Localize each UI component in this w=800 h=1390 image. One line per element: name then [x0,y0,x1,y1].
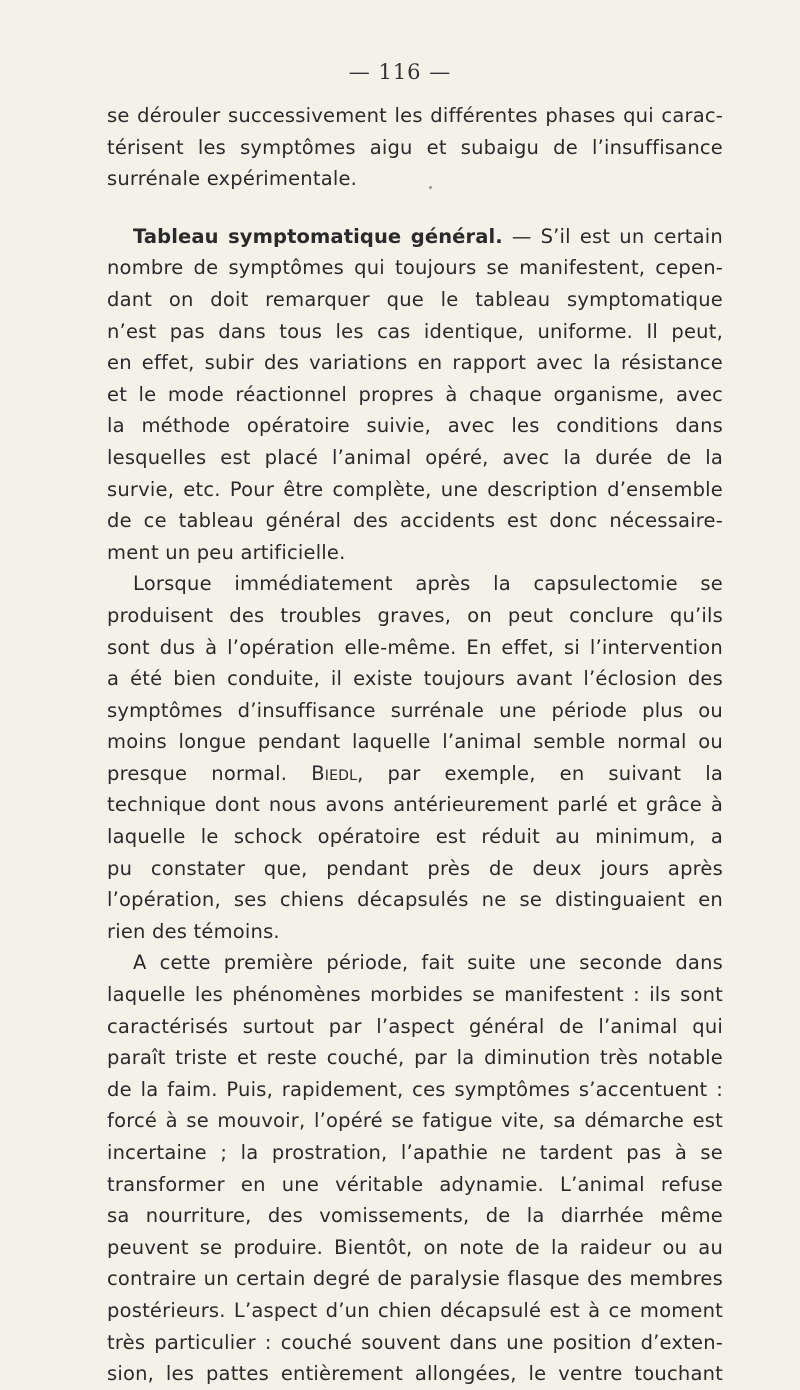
text-line: la méthode opératoire suivie, avec les conditions dans [107,414,723,438]
text-line: technique dont nous avons antérieurement parlé et grâce à [107,793,723,817]
text-segment: presque normal. [107,761,312,785]
text-line: postérieurs. L’aspect d’un chien décapsulé est à ce moment [107,1298,723,1322]
text-line: sont dus à l’opération elle-même. En effet, si l’intervention [107,635,723,659]
text-line: forcé à se mouvoir, l’opéré se fatigue vite, sa démarche est [107,1109,723,1133]
text-line: symptômes d’insuffisance surrénale une période plus ou [107,698,723,722]
text-line: et le mode réactionnel propres à chaque organisme, avec [107,382,723,406]
text-line: ment un peu artificielle. [107,540,346,564]
text-line-with-author [107,758,723,790]
author-name: Biedl [311,761,358,785]
text-line: pu constater que, pendant près de deux jours après [107,856,723,880]
text-line: nombre de symptômes qui toujours se manifestent, cepen- [107,256,723,280]
text-line: moins longue pendant laquelle l’animal semble normal ou [107,730,723,754]
text-segment: , par exemple, en suivant la [357,761,723,785]
text-line: de la faim. Puis, rapidement, ces symptômes s’accentuent : [107,1077,723,1101]
text-line: de ce tableau général des accidents est donc nécessaire- [107,509,723,533]
text-line: laquelle les phénomènes morbides se manifestent : ils sont [107,983,723,1007]
text-line: sa nourriture, des vomissements, de la diarrhée même [107,1204,723,1228]
paragraph-gap [107,195,723,221]
text-line: caractérisés surtout par l’aspect général de l’animal qui [107,1014,723,1038]
section-paragraph [107,221,723,569]
section-first-line-text: — S’il est un certain [511,224,723,248]
text-line: en effet, subir des variations en rapport avec la résistance [107,351,723,375]
text-line: contraire un certain degré de paralysie flasque des membres [107,1267,723,1291]
section-heading: Tableau symptomatique général. [133,224,503,248]
text-line: a été bien conduite, il existe toujours avant l’éclosion des [107,667,723,691]
text-line: très particulier : couché souvent dans une position d’exten- [107,1330,723,1354]
text-line: lesquelles est placé l’animal opéré, avec la durée de la [107,445,723,469]
text-line: dant on doit remarquer que le tableau symptomatique [107,287,723,311]
paper-speck [429,186,432,189]
text-line: incertaine ; la prostration, l’apathie ne tardent pas à se [107,1141,723,1164]
text-line: peuvent se produire. Bientôt, on note de la raideur ou au [107,1235,723,1259]
text-line: survie, etc. Pour être complète, une description d’ensemble [107,477,723,501]
paragraph-three [107,947,723,1389]
text-line: se dérouler successivement les différentes phases qui carac- [107,104,723,127]
text-line: l’opération, ses chiens décapsulés ne se distinguaient en [107,888,723,912]
text-line: transformer en une véritable adynamie. L’animal refuse [107,1172,723,1196]
section-first-line [107,221,723,253]
text-line: Lorsque immédiatement après la capsulectomie se [133,572,723,596]
page-number: — 116 — [348,60,452,84]
text-line: A cette première période, fait suite une seconde dans [133,951,723,975]
text-line: sion, les pattes entièrement allongées, le ventre touchant [107,1362,723,1386]
paragraph-two [107,568,723,947]
intro-paragraph [107,100,723,195]
text-line: surrénale expérimentale. [107,167,358,191]
text-column [107,100,723,1390]
text-line: rien des témoins. [107,919,280,943]
text-line: térisent les symptômes aigu et subaigu de l’insuffisance [107,135,723,159]
text-line: laquelle le schock opératoire est réduit au minimum, a [107,825,723,849]
text-line: produisent des troubles graves, on peut conclure qu’ils [107,603,723,627]
text-line: n’est pas dans tous les cas identique, uniforme. Il peut, [107,319,723,343]
text-line: paraît triste et reste couché, par la diminution très notable [107,1046,723,1070]
